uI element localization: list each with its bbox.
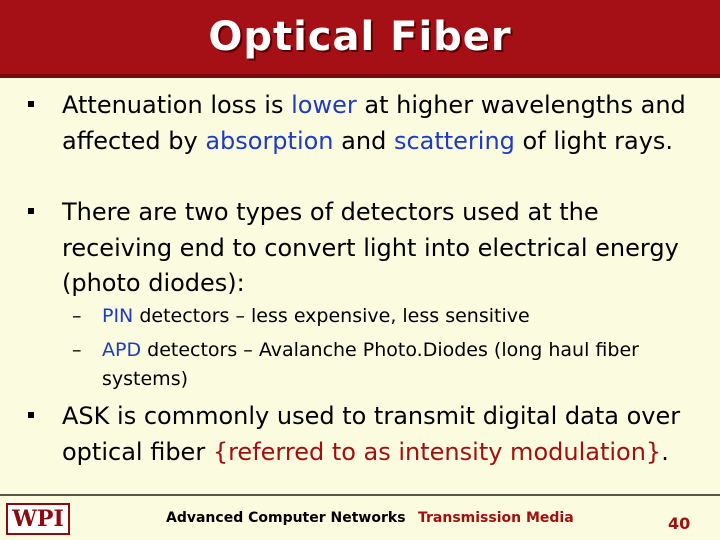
text-run: . <box>661 437 669 466</box>
text-run: of light rays. <box>514 126 674 155</box>
sub-bullet-apd-text <box>72 336 672 394</box>
sub-bullet-apd <box>72 336 672 394</box>
text-run: at higher wavelengths and affected by <box>62 91 686 155</box>
highlight-term: PIN <box>102 305 134 327</box>
footer-course: Advanced Computer Networks <box>166 510 406 526</box>
bullet-marker <box>28 412 34 418</box>
bullet-marker <box>28 208 34 214</box>
footer-topic: Transmission Media <box>418 510 574 526</box>
title-bar <box>0 0 720 78</box>
bullet-attenuation <box>62 88 692 159</box>
highlight-term: absorption <box>205 126 334 155</box>
bullet-detectors-text <box>62 198 679 297</box>
text-run: Attenuation loss is <box>62 91 292 119</box>
text-run: detectors – Avalanche Photo.Diodes (long haul fiber systems) <box>102 339 639 390</box>
bullet-ask <box>62 399 692 470</box>
page-number: 40 <box>668 514 691 533</box>
footer-divider <box>0 494 720 496</box>
text-run: and <box>333 126 394 155</box>
text-run: ASK is commonly used to transmit digital data over optical fiber <box>62 402 681 466</box>
wpi-logo: WPI <box>6 503 70 535</box>
dash-marker: – <box>72 339 82 361</box>
sub-bullet-pin <box>72 302 672 331</box>
bullet-detectors <box>62 195 692 302</box>
slide-title: Optical Fiber <box>208 14 512 60</box>
highlight-term: APD <box>102 339 142 361</box>
highlight-term: {referred to as intensity modulation} <box>212 437 662 466</box>
bullet-attenuation-text <box>62 91 686 155</box>
highlight-term: lower <box>291 91 357 119</box>
bullet-ask-text <box>62 402 680 466</box>
text-run: detectors – less expensive, less sensitive <box>133 305 530 327</box>
highlight-term: scattering <box>393 126 515 155</box>
bullet-marker <box>28 101 34 107</box>
dash-marker: – <box>72 305 82 327</box>
text-run: There are two types of detectors used at the receiving end to convert light into electrical energy (photo diodes): <box>62 198 679 297</box>
sub-bullet-pin-text <box>72 302 672 331</box>
